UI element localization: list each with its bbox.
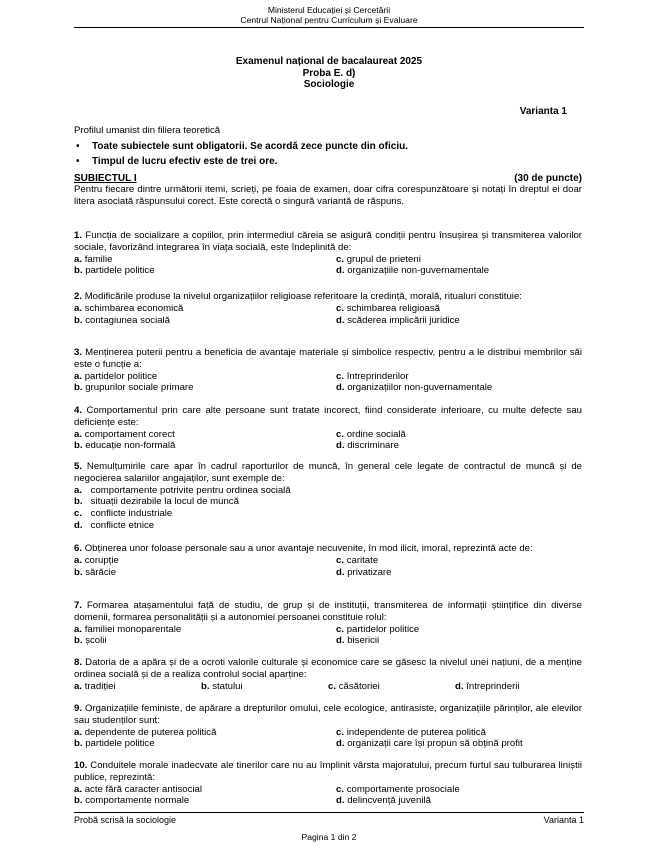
question-number: 2.	[74, 291, 83, 302]
question-number: 7.	[74, 600, 83, 611]
answer-option: c. grupul de prieteni	[336, 253, 421, 265]
question-number: 9.	[74, 703, 83, 714]
page-header	[74, 5, 584, 25]
answer-option: b. partidele politice	[74, 265, 155, 277]
answer-options	[74, 254, 582, 278]
question-1	[74, 230, 582, 277]
instruction-bullet-1	[74, 141, 574, 152]
footer-left-text: Probă scrisă la sociologie	[74, 815, 177, 825]
question-number: 3.	[74, 347, 83, 358]
answer-option: d. privatizare	[336, 566, 392, 578]
answer-option: b. statului	[201, 680, 243, 692]
answer-option: c. căsătoriei	[328, 680, 380, 692]
variant-label: Varianta 1	[519, 106, 567, 117]
answer-options	[74, 429, 582, 453]
ministry-name: Ministerul Educației și Cercetării	[267, 5, 391, 15]
answer-options	[74, 371, 582, 395]
question-5	[74, 461, 582, 532]
question-9	[74, 703, 582, 750]
question-3	[74, 347, 582, 394]
section-heading	[74, 173, 582, 184]
question-number: 5.	[74, 461, 83, 472]
answer-options	[74, 485, 582, 532]
answer-option: a. familie	[74, 253, 113, 265]
answer-option: d. conflicte etnice	[74, 519, 155, 531]
answer-option: a. corupție	[74, 554, 119, 566]
bullet-icon: •	[76, 156, 80, 167]
answer-options	[74, 681, 582, 693]
question-text: 7. Formarea atașamentului față de studiu, de grup și de instituții, transmiterea de informații științifice din diverse domenii, formarea personalității și a autonomiei persoanei constituie rolul:	[74, 600, 582, 623]
question-text: 8. Datoria de a apăra și de a ocroti valorile culturale și economice care se găsesc la nivelul unei națiuni, de a menține ordinea socială și de a realiza controlul social aparține:	[74, 657, 582, 680]
bullet-text: Timpul de lucru efectiv este de trei ore.	[92, 156, 278, 167]
section-intro: Pentru fiecare dintre următorii itemi, scrieți, pe foaia de examen, doar cifra corespunzătoare și notați în dreptul ei doar litera asociată răspunsului corect. Este corectă o singură variantă de răspuns.	[74, 184, 582, 207]
profile-text: Profilul umanist din filiera teoretică	[74, 125, 221, 136]
question-8	[74, 657, 582, 692]
section-points: (30 de puncte)	[514, 173, 582, 184]
exam-titles	[74, 56, 584, 91]
answer-option: d. organizațiile non-guvernamentale	[336, 265, 490, 277]
question-number: 10.	[74, 760, 88, 771]
answer-option: a. tradiției	[74, 680, 116, 692]
question-10	[74, 760, 582, 807]
question-number: 6.	[74, 543, 83, 554]
question-number: 8.	[74, 657, 83, 668]
question-2	[74, 291, 582, 326]
question-text: 4. Comportamentul prin care alte persoane sunt tratate incorect, fiind considerate inferioare, cu multe defecte sau deficiențe este:	[74, 405, 582, 428]
answer-option: d. scăderea implicării juridice	[336, 314, 460, 326]
answer-option: d. bisericii	[336, 635, 380, 647]
answer-option: d. întreprinderii	[455, 680, 520, 692]
section-title: SUBIECTUL I	[74, 173, 137, 184]
question-text: 3. Menținerea puterii pentru a beneficia de avantaje materiale și simbolice respectiv, pentru a le distribui membrilor săi este o funcție a:	[74, 347, 582, 370]
page-footer	[74, 815, 584, 825]
answer-option: b. școlii	[74, 635, 107, 647]
answer-option: a. familiei monoparentale	[74, 623, 182, 635]
footer-divider	[74, 812, 584, 813]
answer-option: b. contagiunea socială	[74, 314, 171, 326]
question-text: 2. Modificările produse la nivelul organizațiilor religioase referitoare la credință, morală, ritualuri constituie:	[74, 291, 522, 302]
bullet-icon: •	[76, 141, 80, 152]
answer-option: b. partidele politice	[74, 738, 155, 750]
instruction-bullet-2	[74, 156, 574, 167]
answer-option: b. comportamente normale	[74, 795, 190, 807]
answer-option: c. schimbarea religioasă	[336, 302, 441, 314]
answer-option: d. organizații care își propun să obțină profit	[336, 738, 523, 750]
exam-subject: Sociologie	[303, 79, 355, 90]
question-7	[74, 600, 582, 647]
question-number: 4.	[74, 405, 83, 416]
question-text: 5. Nemulțumirile care apar în cadrul raporturilor de muncă, în general cele legate de contractul de muncă și de negocierea salariilor angajaților, sunt exemple de:	[74, 461, 582, 484]
question-text: 10. Conduitele morale inadecvate ale tinerilor care nu au împlinit vârsta majoratului, precum furtul sau tulburarea liniștii publice, reprezintă:	[74, 760, 582, 783]
answer-options	[74, 784, 582, 808]
answer-options	[74, 555, 582, 579]
answer-option: c. conflicte industriale	[74, 508, 173, 520]
answer-option: c. independente de puterea politică	[336, 726, 486, 738]
answer-option: a. schimbarea economică	[74, 302, 184, 314]
answer-option: a. acte fără caracter antisocial	[74, 783, 203, 795]
answer-option: c. comportamente prosociale	[336, 783, 460, 795]
answer-option: b. sărăcie	[74, 566, 117, 578]
center-name: Centrul Național pentru Curriculum și Evaluare	[240, 15, 418, 25]
answer-option: c. partidelor politice	[336, 623, 420, 635]
answer-option: b. grupurilor sociale primare	[74, 382, 194, 394]
exam-title: Examenul național de bacalaureat 2025	[235, 56, 423, 67]
header-divider	[74, 27, 584, 28]
footer-variant: Varianta 1	[543, 815, 584, 825]
answer-options	[74, 303, 582, 327]
answer-option: a. dependente de puterea politică	[74, 726, 217, 738]
question-text: 1. Funcția de socializare a copiilor, prin intermediul căreia se asigură condiții pentru însușirea și transmiterea valorilor sociale, favorizând integrarea în viața socială, este îndeplinită de:	[74, 230, 582, 253]
answer-option: c. ordine socială	[336, 428, 406, 440]
answer-options	[74, 727, 582, 751]
answer-option: b. educație non-formală	[74, 440, 176, 452]
question-text: 9. Organizațiile feministe, de apărare a drepturilor omului, cele ecologice, antirasiste, organizațiile părinților, ale elevilor sau studenților sunt:	[74, 703, 582, 726]
question-text: 6. Obținerea unor foloase personale sau a unor avantaje necuvenite, în mod ilicit, imoral, reprezintă acte de:	[74, 543, 533, 554]
answer-option: a. partidelor politice	[74, 370, 158, 382]
answer-option: a. comportamente potrivite pentru ordinea socială	[74, 484, 291, 496]
answer-options	[74, 624, 582, 648]
question-4	[74, 405, 582, 452]
answer-option: d. discriminare	[336, 440, 399, 452]
answer-option: c. întreprinderilor	[336, 370, 409, 382]
exam-proba: Proba E. d)	[302, 67, 356, 79]
page-number: Pagina 1 din 2	[301, 832, 357, 842]
answer-option: a. comportament corect	[74, 428, 175, 440]
answer-option: d. delincvență juvenilă	[336, 795, 431, 807]
question-6	[74, 543, 582, 578]
answer-option: d. organizațiilor non-guvernamentale	[336, 382, 493, 394]
bullet-text: Toate subiectele sunt obligatorii. Se acordă zece puncte din oficiu.	[92, 141, 408, 152]
question-number: 1.	[74, 230, 83, 241]
answer-option: b. situații dezirabile la locul de muncă	[74, 496, 239, 508]
answer-option: c. caritate	[336, 554, 379, 566]
